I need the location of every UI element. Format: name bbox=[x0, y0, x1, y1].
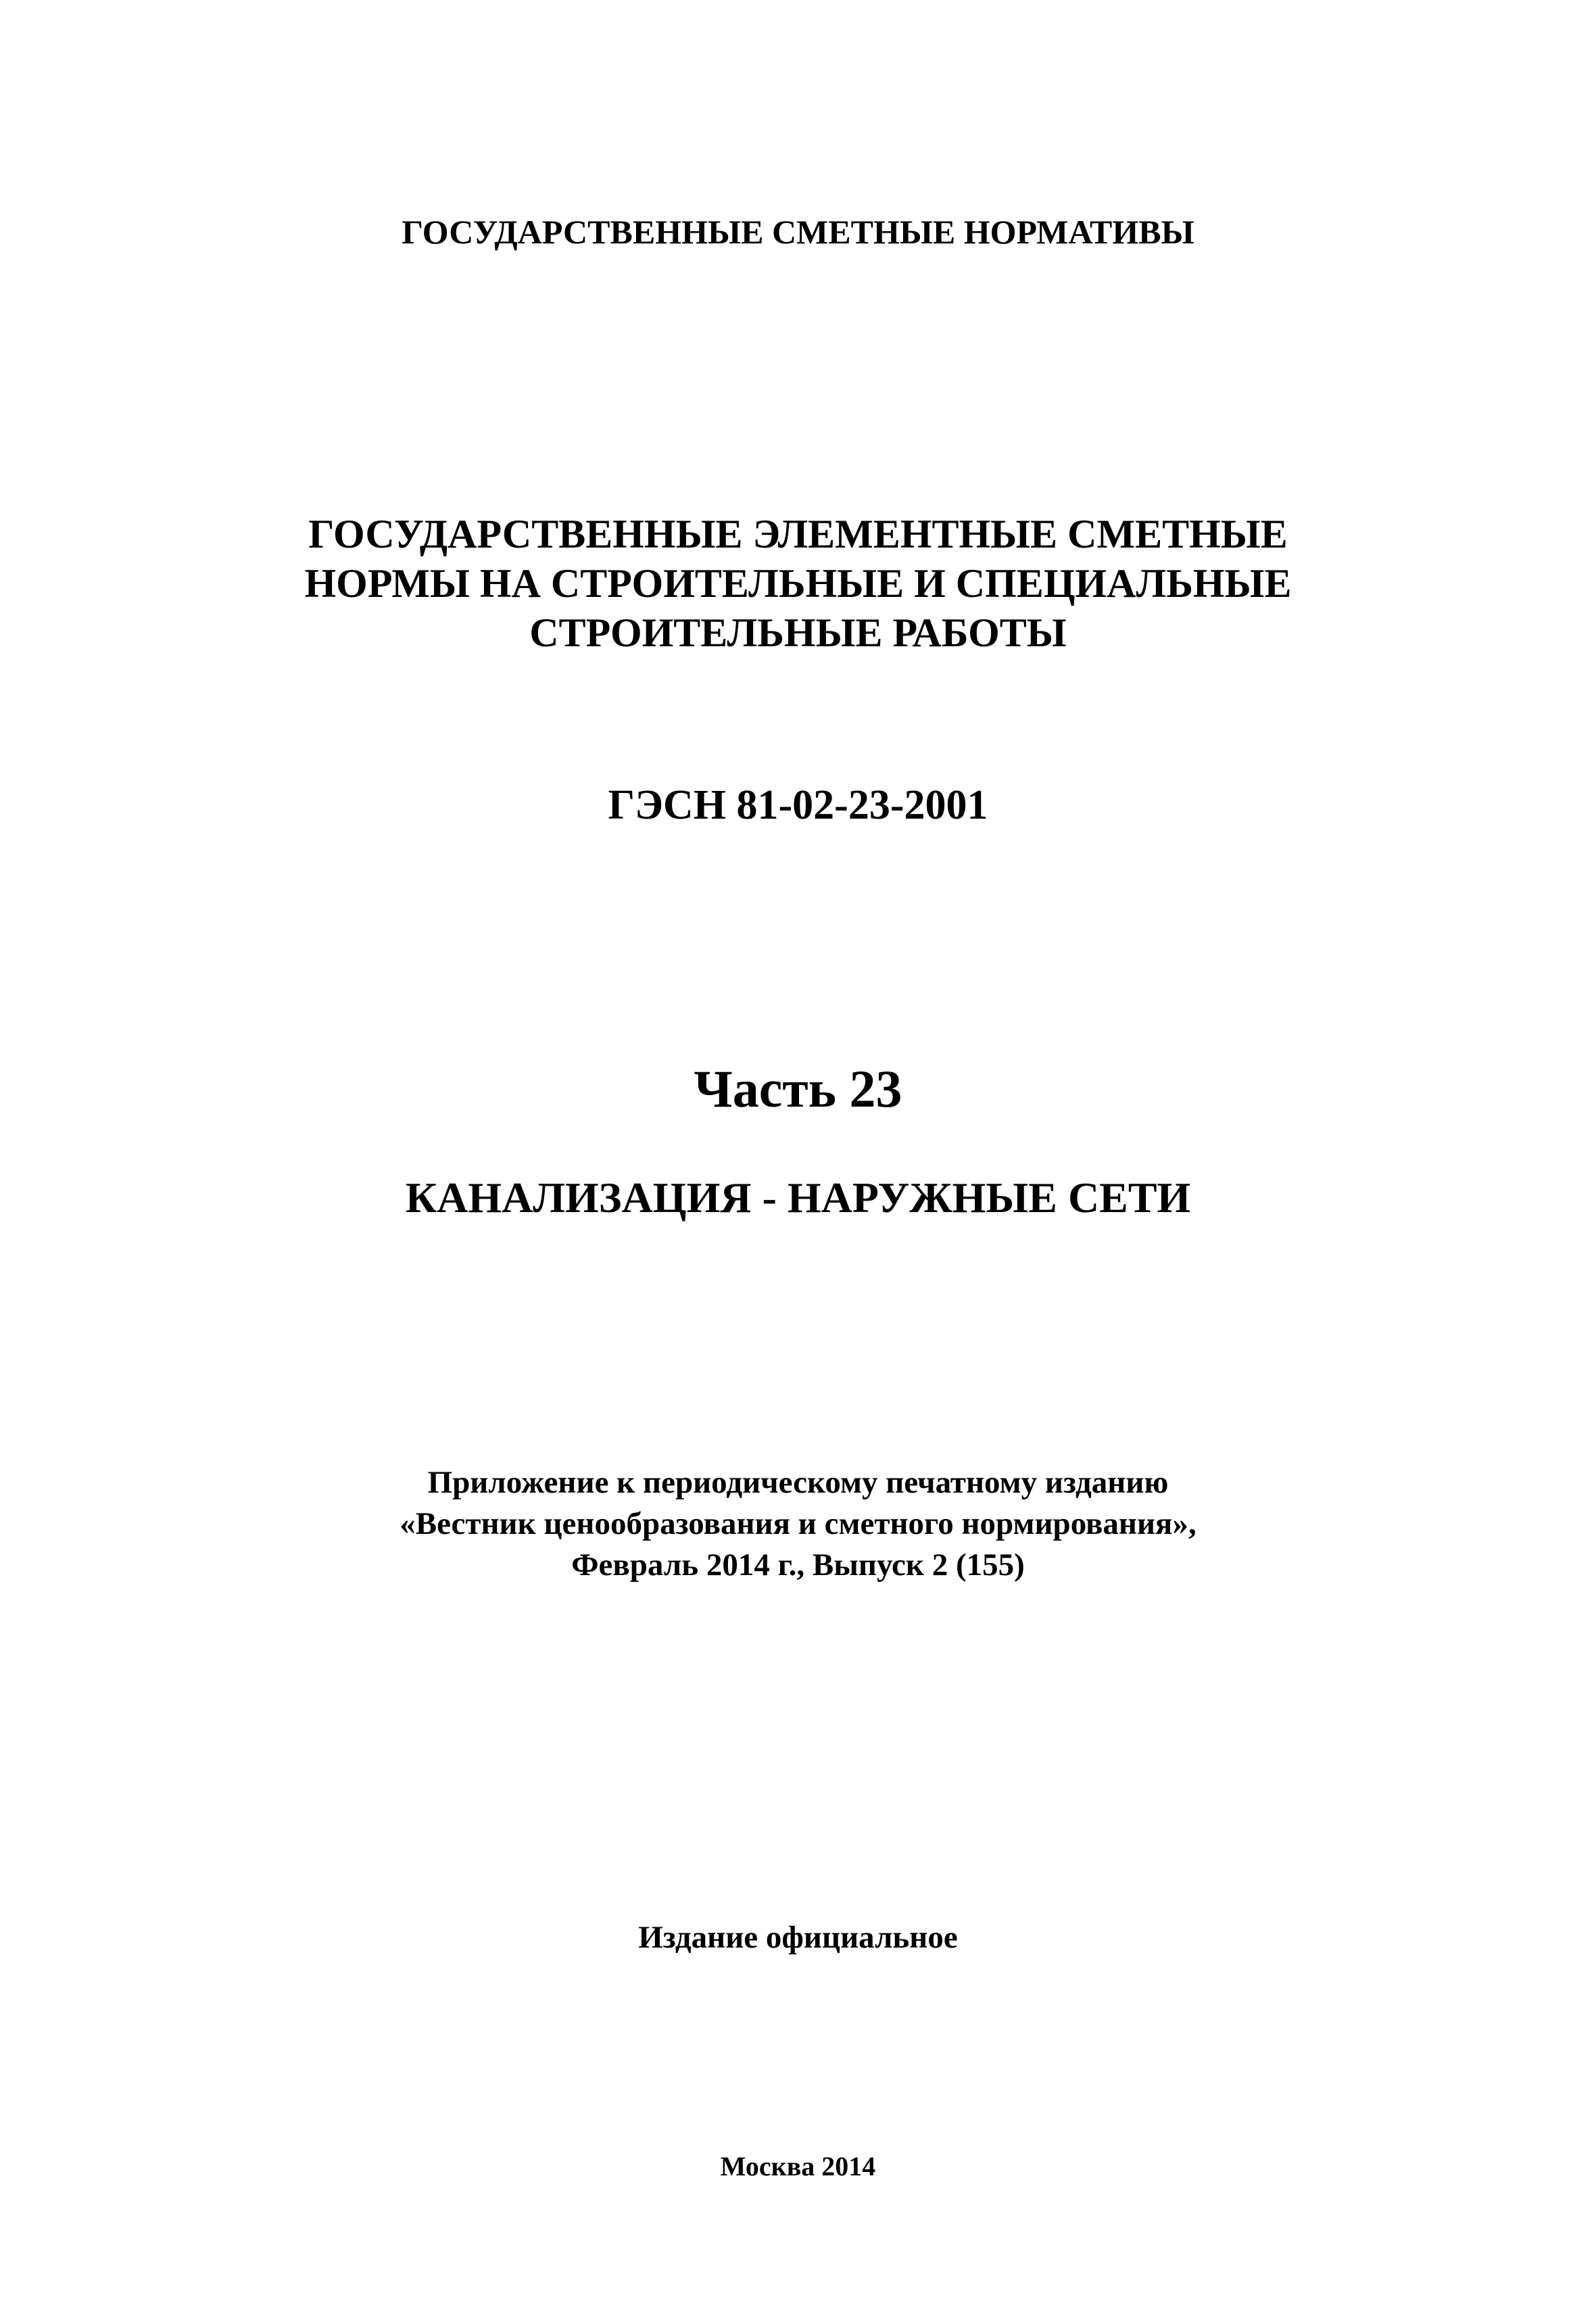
appendix-line-2: «Вестник ценообразования и сметного нормирования», bbox=[400, 1506, 1196, 1541]
part-number: Часть 23 bbox=[694, 1059, 902, 1118]
place-and-year: Москва 2014 bbox=[720, 2151, 876, 2181]
part-subject: КАНАЛИЗАЦИЯ - НАРУЖНЫЕ СЕТИ bbox=[405, 1174, 1191, 1222]
main-title-line-3: СТРОИТЕЛЬНЫЕ РАБОТЫ bbox=[529, 610, 1067, 655]
series-heading: ГОСУДАРСТВЕННЫЕ СМЕТНЫЕ НОРМАТИВЫ bbox=[402, 213, 1194, 251]
document-code: ГЭСН 81-02-23-2001 bbox=[608, 782, 988, 828]
appendix-line-3: Февраль 2014 г., Выпуск 2 (155) bbox=[571, 1547, 1025, 1583]
appendix-line-1: Приложение к периодическому печатному изданию bbox=[427, 1465, 1169, 1500]
main-title-line-1: ГОСУДАРСТВЕННЫЕ ЭЛЕМЕНТНЫЕ СМЕТНЫЕ bbox=[308, 512, 1288, 556]
edition-note: Издание официальное bbox=[638, 1920, 958, 1955]
main-title-line-2: НОРМЫ НА СТРОИТЕЛЬНЫЕ И СПЕЦИАЛЬНЫЕ bbox=[304, 561, 1292, 606]
